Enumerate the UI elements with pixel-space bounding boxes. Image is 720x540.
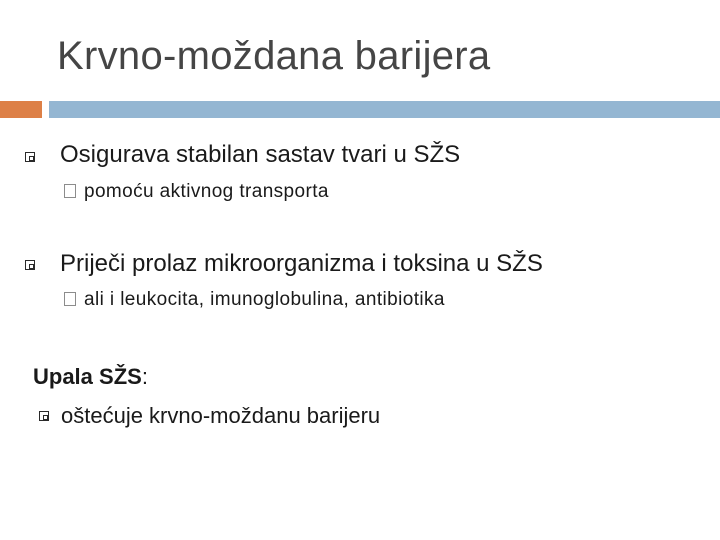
accent-bar-orange: [0, 101, 42, 118]
square-bullet-icon: [39, 411, 49, 421]
box-bullet-icon: [64, 292, 76, 306]
bullet-text: Priječi prolaz mikroorganizma i toksina u SŽS: [60, 250, 543, 277]
slide-title: Krvno-moždana barijera: [57, 34, 491, 78]
sub-bullet-text: pomoću aktivnog transporta: [84, 181, 329, 202]
section-heading: [33, 364, 148, 390]
bullet-text: Osigurava stabilan sastav tvari u SŽS: [60, 141, 461, 168]
square-bullet-icon: [25, 152, 35, 162]
section-heading-label: Upala SŽS: [33, 364, 142, 389]
square-bullet-icon: [25, 260, 35, 270]
sub-bullet-text: ali i leukocita, imunoglobulina, antibiotika: [84, 289, 445, 310]
section-bullet-text: oštećuje krvno-moždanu barijeru: [61, 403, 381, 428]
box-bullet-icon: [64, 184, 76, 198]
section-heading-colon: :: [141, 364, 148, 389]
accent-bar-blue: [49, 101, 720, 118]
